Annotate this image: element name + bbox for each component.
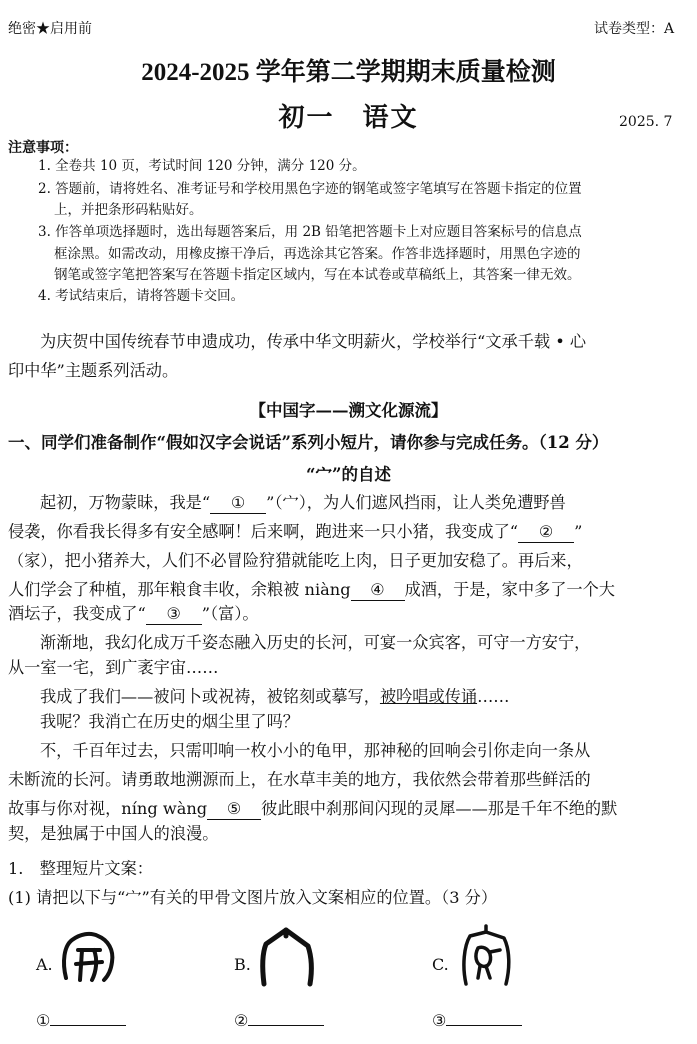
option-b-label: B. [234,955,251,974]
answer-slot-3: ③ [432,1011,522,1030]
blank-5[interactable]: ⑤ [207,799,261,820]
note-line: 3. 作答单项选择题时，选出每题答案后，用 2B 铅笔把答题卡上对应题目答案标号的信息点 [38,224,582,240]
passage-line: 故事与你对视，níng wàng ⑤ 彼此眼中刹那间闪现的灵犀——那是千年不绝的默 [8,799,618,818]
passage-line: 契，是独属于中国人的浪漫。 [8,824,219,843]
answer-blank-3[interactable] [446,1025,522,1026]
confidential-label: 绝密★启用前 [8,21,92,37]
answer-slot-1: ① [36,1011,126,1030]
passage-line: 渐渐地，我幻化成万千姿态融入历史的长河，可宴一众宾客，可守一方安宁， [40,633,591,652]
passage-line: 未断流的长河。请勇敢地溯源而上，在水草丰美的地方，我依然会带着那些鲜活的 [8,770,591,789]
note-line: 框涂黑。如需改动，用橡皮擦干净后，再选涂其它答案。作答非选择题时，用黑色字迹的 [54,246,581,262]
intro-line: 印中华”主题系列活动。 [8,361,179,380]
passage-line: 酒坛子，我变成了“ ③ ”（富）。 [8,604,259,623]
question-heading: 一、同学们准备制作“假如汉字会说话”系列小短片，请你参与完成任务。（12 分） [8,433,609,452]
passage-line: 人们学会了种植，那年粮食丰收，余粮被 niàng ④ 成酒，于是，家中多了一个大 [8,580,615,599]
passage-line: 侵袭，你看我长得多有安全感啊！后来啊，跑进来一只小猪，我变成了“ ② ” [8,522,583,541]
blank-4[interactable]: ④ [351,580,405,601]
note-line: 4. 考试结束后，请将答题卡交回。 [38,288,245,304]
passage-line: （家），把小猪养大，人们不必冒险狩猎就能吃上肉，日子更加安稳了。再后来， [8,551,583,570]
blank-3[interactable]: ③ [146,604,202,625]
blank-1[interactable]: ① [210,493,266,514]
answer-blank-2[interactable] [248,1025,324,1026]
paper-type-label: 试卷类型：A [594,21,675,37]
exam-date: 2025. 7 [619,114,673,130]
oracle-glyph-b-icon [254,924,320,988]
passage-line: 从一室一宅，到广袤宇宙…… [8,658,219,677]
task-heading: 1. 整理短片文案： [8,859,153,878]
underlined-phrase: 被吟唱或传诵 [379,687,478,706]
intro-line: 为庆贺中国传统春节申遗成功，传承中华文明薪火，学校举行“文承千载 • 心 [40,332,587,351]
task-instruction: (1) 请把以下与“宀”有关的甲骨文图片放入文案相应的位置。（3 分） [8,888,498,907]
passage-line: 我呢？我消亡在历史的烟尘里了吗？ [40,712,299,731]
answer-slot-2: ② [234,1011,324,1030]
note-line: 钢笔或签字笔把答案写在答题卡指定区域内，写在本试卷或草稿纸上，其答案一律无效。 [54,267,581,283]
oracle-glyph-c-icon [456,922,520,988]
notes-heading: 注意事项： [8,140,78,156]
passage-title: “宀”的自述 [306,465,391,484]
subject-title: 初一 语文 [278,103,419,133]
exam-title: 2024-2025 学年第二学期期末质量检测 [141,59,556,86]
note-line: 1. 全卷共 10 页，考试时间 120 分钟，满分 120 分。 [38,158,366,174]
passage-line: 我成了我们——被问卜或祝祷，被铭刻或摹写，被吟唱或传诵…… [40,687,510,706]
answer-blank-1[interactable] [50,1025,126,1026]
option-a-label: A. [36,955,53,974]
blank-2[interactable]: ② [518,522,574,543]
passage-line: 起初，万物蒙昧，我是“ ① ”（宀），为人们遮风挡雨，让人类免遭野兽 [40,493,566,512]
note-line: 上，并把条形码粘贴好。 [54,202,203,218]
passage-line: 不，千百年过去，只需叩响一枚小小的龟甲，那神秘的回响会引你走向一条从 [40,741,591,760]
option-c-label: C. [432,955,449,974]
note-line: 2. 答题前，请将姓名、准考证号和学校用黑色字迹的钢笔或签字笔填写在答题卡指定的位置 [38,181,582,197]
oracle-glyph-a-icon [58,928,120,988]
section-title: 【中国字——溯文化源流】 [249,401,448,420]
